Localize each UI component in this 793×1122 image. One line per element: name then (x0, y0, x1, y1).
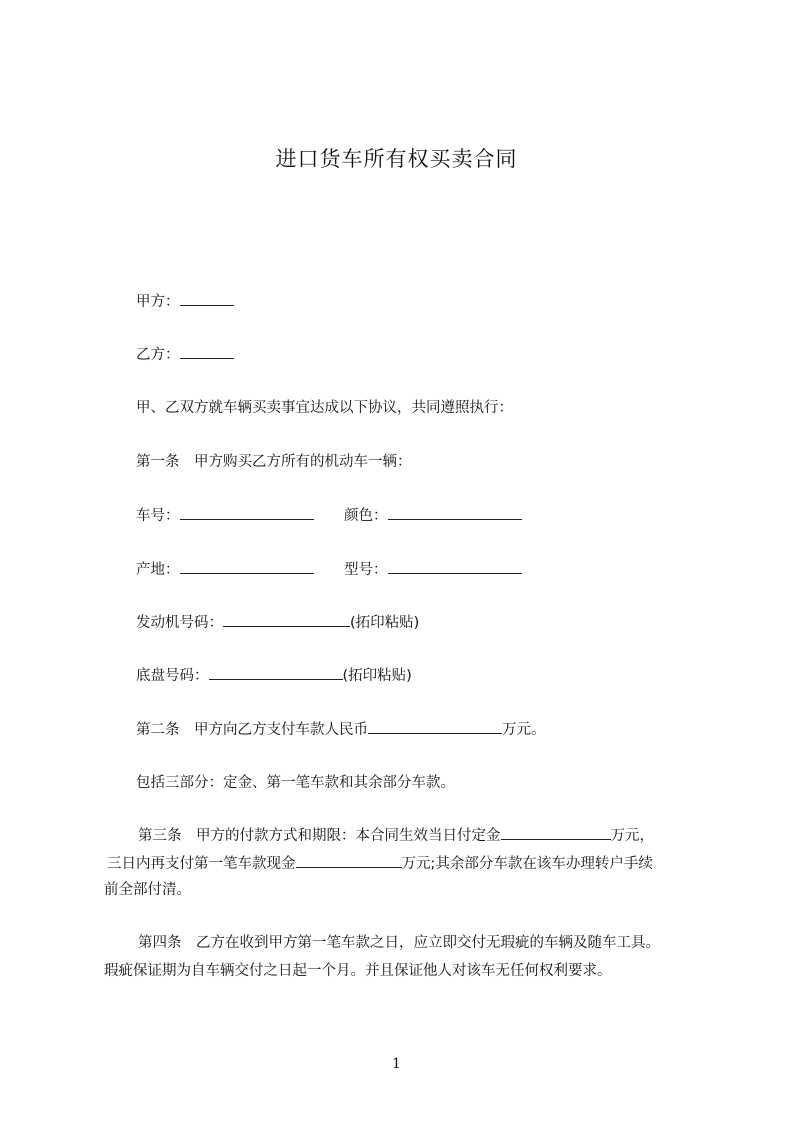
article-1: 第一条 甲方购买乙方所有的机动车一辆： (136, 454, 412, 470)
deposit-blank (501, 825, 611, 840)
party-b-label: 乙方： (136, 347, 180, 363)
party-a-line (136, 291, 234, 312)
engine-label: 发动机号码： (136, 615, 223, 631)
origin-label: 产地： (136, 562, 180, 578)
plate-blank (180, 505, 314, 520)
engine-line (136, 612, 419, 633)
party-a-blank (180, 291, 234, 306)
engine-note: (拓印粘贴) (350, 615, 420, 631)
price-blank (368, 719, 502, 734)
article-2 (136, 719, 546, 740)
article-2-text: 第二条 甲方向乙方支付车款人民币 (136, 722, 368, 738)
model-blank (388, 559, 522, 574)
model-line (344, 559, 522, 580)
article-2-unit: 万元。 (502, 722, 546, 738)
article-3-text-2: 三日内再支付第一笔车款现金 (107, 856, 296, 872)
plate-line (136, 505, 314, 526)
article-4-line-2: 瑕疵保证期为自车辆交付之日起一个月。并且保证他人对该车无任何权利要求。 (104, 963, 612, 979)
chassis-blank (209, 665, 343, 680)
article-3-text-1: 第三条 甲方的付款方式和期限：本合同生效当日付定金 (138, 828, 501, 844)
engine-blank (223, 612, 350, 627)
color-line (344, 505, 522, 526)
article-4-line-1: 第四条 乙方在收到甲方第一笔车款之日，应立即交付无瑕疵的车辆及随车工具。 (138, 935, 660, 951)
party-b-blank (180, 344, 234, 359)
article-3-unit-1: 万元， (610, 828, 654, 844)
article-3-line-2 (107, 853, 653, 874)
article-3-line-3: 前全部付清。 (104, 882, 191, 898)
article-3-line-1 (138, 825, 654, 846)
first-payment-blank (296, 853, 402, 868)
plate-label: 车号： (136, 508, 180, 524)
color-blank (388, 505, 522, 520)
model-label: 型号： (344, 562, 388, 578)
article-3-text-3: 万元;其余部分车款在该车办理转户手续 (401, 856, 653, 872)
party-a-label: 甲方： (136, 294, 180, 310)
color-label: 颜色： (344, 508, 388, 524)
chassis-line (136, 665, 412, 686)
page-number: 1 (392, 1056, 401, 1072)
origin-blank (180, 559, 314, 574)
preamble: 甲、乙双方就车辆买卖事宜达成以下协议，共同遵照执行： (136, 400, 513, 416)
document-title: 进口货车所有权买卖合同 (275, 147, 518, 171)
chassis-label: 底盘号码： (136, 668, 209, 684)
payment-parts: 包括三部分：定金、第一笔车款和其余部分车款。 (136, 775, 455, 791)
origin-line (136, 559, 314, 580)
chassis-note: (拓印粘贴) (342, 668, 412, 684)
party-b-line (136, 344, 234, 365)
